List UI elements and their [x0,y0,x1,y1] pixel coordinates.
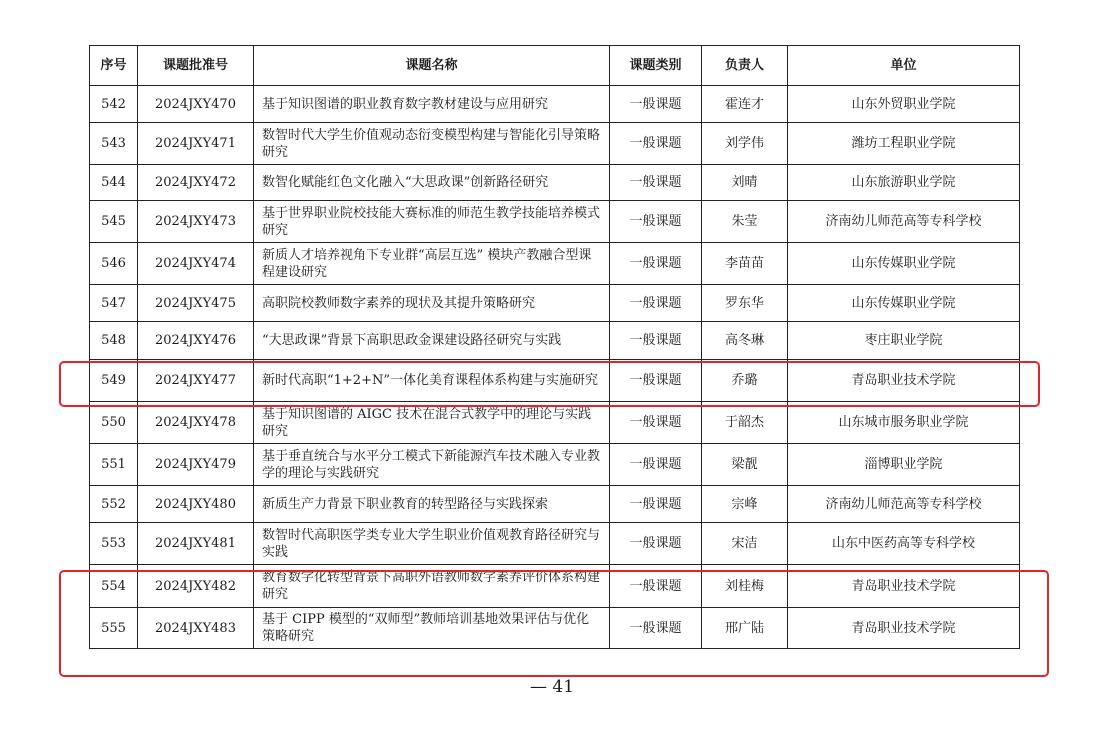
cell-id: 2024JXY478 [138,402,254,444]
col-header-unit: 单位 [788,46,1020,86]
cell-id: 2024JXY481 [138,523,254,565]
cell-leader: 梁靓 [702,444,788,486]
cell-title: 新时代高职“1+2+N”一体化美育课程体系构建与实施研究 [254,360,610,402]
cell-title: 数智时代大学生价值观动态衍变模型构建与智能化引导策略研究 [254,123,610,165]
cell-title: 新质人才培养视角下专业群“高层互选” 模块产教融合型课程建设研究 [254,243,610,285]
table-row [90,165,1020,201]
cell-leader: 朱莹 [702,201,788,243]
cell-unit: 山东城市服务职业学院 [788,402,1020,444]
cell-title: 基于世界职业院校技能大赛标准的师范生教学技能培养模式研究 [254,201,610,243]
cell-no: 545 [90,201,138,243]
col-header-no: 序号 [90,46,138,86]
cell-title: 新质生产力背景下职业教育的转型路径与实践探索 [254,486,610,523]
cell-category: 一般课题 [610,444,702,486]
cell-id: 2024JXY474 [138,243,254,285]
cell-no: 555 [90,608,138,649]
page-number: — 41 [529,677,575,697]
cell-id: 2024JXY475 [138,285,254,322]
cell-id: 2024JXY471 [138,123,254,165]
table-row [90,201,1020,243]
cell-leader: 宋洁 [702,523,788,565]
cell-id: 2024JXY482 [138,565,254,608]
cell-no: 550 [90,402,138,444]
col-header-title: 课题名称 [254,46,610,86]
cell-no: 554 [90,565,138,608]
cell-unit: 潍坊工程职业学院 [788,123,1020,165]
cell-leader: 刘桂梅 [702,565,788,608]
table-header-row [90,46,1020,86]
cell-id: 2024JXY473 [138,201,254,243]
cell-id: 2024JXY480 [138,486,254,523]
cell-leader: 乔璐 [702,360,788,402]
cell-leader: 于韶杰 [702,402,788,444]
cell-title: 数智化赋能红色文化融入“大思政课”创新路径研究 [254,165,610,201]
cell-title: 基于 CIPP 模型的“双师型”教师培训基地效果评估与优化策略研究 [254,608,610,649]
cell-category: 一般课题 [610,608,702,649]
cell-category: 一般课题 [610,165,702,201]
cell-leader: 刘学伟 [702,123,788,165]
table-row [90,360,1020,402]
cell-unit: 山东中医药高等专科学校 [788,523,1020,565]
cell-unit: 青岛职业技术学院 [788,565,1020,608]
cell-leader: 李苗苗 [702,243,788,285]
table-row [90,486,1020,523]
cell-category: 一般课题 [610,86,702,123]
cell-category: 一般课题 [610,201,702,243]
cell-id: 2024JXY476 [138,322,254,360]
table-row [90,565,1020,608]
cell-category: 一般课题 [610,243,702,285]
cell-unit: 淄博职业学院 [788,444,1020,486]
cell-leader: 霍连才 [702,86,788,123]
cell-id: 2024JXY472 [138,165,254,201]
cell-no: 548 [90,322,138,360]
cell-no: 553 [90,523,138,565]
cell-category: 一般课题 [610,402,702,444]
cell-unit: 山东传媒职业学院 [788,243,1020,285]
cell-unit: 济南幼儿师范高等专科学校 [788,486,1020,523]
cell-no: 547 [90,285,138,322]
cell-category: 一般课题 [610,360,702,402]
cell-no: 546 [90,243,138,285]
cell-no: 552 [90,486,138,523]
cell-title: 教育数字化转型背景下高职外语教师数字素养评价体系构建研究 [254,565,610,608]
col-header-category: 课题类别 [610,46,702,86]
project-table [89,45,1020,649]
cell-category: 一般课题 [610,523,702,565]
cell-unit: 山东外贸职业学院 [788,86,1020,123]
cell-no: 551 [90,444,138,486]
table-row [90,123,1020,165]
table-row [90,285,1020,322]
cell-title: 数智时代高职医学类专业大学生职业价值观教育路径研究与实践 [254,523,610,565]
cell-unit: 青岛职业技术学院 [788,608,1020,649]
cell-leader: 刘晴 [702,165,788,201]
table-row [90,322,1020,360]
table-row [90,523,1020,565]
cell-title: 基于知识图谱的职业教育数字教材建设与应用研究 [254,86,610,123]
cell-title: “大思政课”背景下高职思政金课建设路径研究与实践 [254,322,610,360]
table-row [90,402,1020,444]
cell-no: 544 [90,165,138,201]
cell-leader: 宗峰 [702,486,788,523]
cell-id: 2024JXY483 [138,608,254,649]
cell-unit: 青岛职业技术学院 [788,360,1020,402]
cell-id: 2024JXY477 [138,360,254,402]
cell-unit: 山东旅游职业学院 [788,165,1020,201]
table-row [90,86,1020,123]
cell-category: 一般课题 [610,322,702,360]
cell-unit: 济南幼儿师范高等专科学校 [788,201,1020,243]
cell-category: 一般课题 [610,123,702,165]
table-row [90,608,1020,649]
cell-category: 一般课题 [610,565,702,608]
table-row [90,444,1020,486]
cell-id: 2024JXY479 [138,444,254,486]
cell-leader: 高冬琳 [702,322,788,360]
cell-title: 基于垂直统合与水平分工模式下新能源汽车技术融入专业教学的理论与实践研究 [254,444,610,486]
cell-category: 一般课题 [610,285,702,322]
cell-unit: 山东传媒职业学院 [788,285,1020,322]
table-row [90,243,1020,285]
cell-no: 542 [90,86,138,123]
cell-category: 一般课题 [610,486,702,523]
cell-leader: 邢广陆 [702,608,788,649]
cell-leader: 罗东华 [702,285,788,322]
cell-no: 543 [90,123,138,165]
cell-unit: 枣庄职业学院 [788,322,1020,360]
cell-title: 基于知识图谱的 AIGC 技术在混合式教学中的理论与实践研究 [254,402,610,444]
col-header-id: 课题批准号 [138,46,254,86]
cell-title: 高职院校教师数字素养的现状及其提升策略研究 [254,285,610,322]
cell-id: 2024JXY470 [138,86,254,123]
col-header-leader: 负责人 [702,46,788,86]
cell-no: 549 [90,360,138,402]
